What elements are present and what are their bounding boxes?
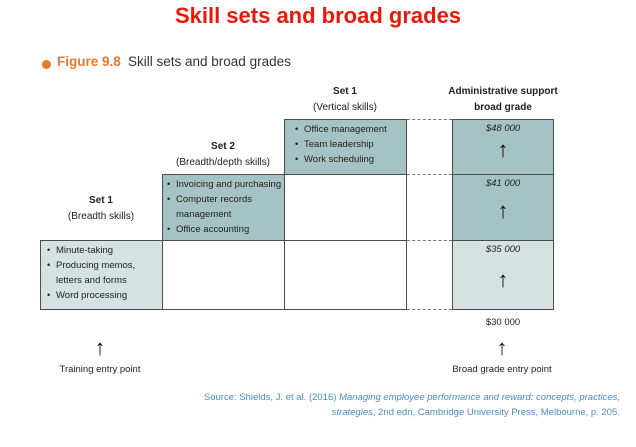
grade-amount: $48 000 xyxy=(485,123,521,134)
up-arrow-icon: ↑ xyxy=(496,335,508,360)
column-3-heading xyxy=(284,84,406,116)
column-2-title: Set 2 xyxy=(211,141,235,152)
column-3-subtitle: (Vertical skills) xyxy=(313,102,377,113)
skill-item: • Office accounting xyxy=(167,222,284,237)
grade-base-amount: $30 000 xyxy=(485,317,521,328)
skill-item: • Office management xyxy=(295,122,406,137)
column-2-skills-cell xyxy=(162,174,285,241)
column-1-skills-cell xyxy=(40,240,163,310)
grade-amount: $35 000 xyxy=(485,244,521,255)
skill-item: • Word processing xyxy=(47,288,162,303)
dashed-connector xyxy=(407,119,452,120)
column-2-skill-list xyxy=(163,175,284,237)
source-prefix: Source: Shields, J. et al. (2016) xyxy=(203,392,337,403)
figure-caption: Skill sets and broad grades xyxy=(128,54,291,69)
page-title: Skill sets and broad grades xyxy=(174,3,462,28)
column-3-skill-list xyxy=(285,120,406,167)
training-entry-label: Training entry point xyxy=(59,364,141,375)
figure-number: Figure 9.8 xyxy=(57,54,121,69)
dashed-connector xyxy=(407,309,452,310)
empty-cell xyxy=(284,240,407,310)
column-1-title: Set 1 xyxy=(89,195,113,206)
grade-heading xyxy=(438,84,568,116)
broad-grade-entry-label: Broad grade entry point xyxy=(452,364,552,375)
up-arrow-icon: ↑ xyxy=(497,198,509,223)
column-3-title: Set 1 xyxy=(333,86,357,97)
column-2-subtitle: (Breadth/depth skills) xyxy=(176,157,270,168)
dashed-connector xyxy=(407,174,452,175)
empty-cell xyxy=(284,174,407,241)
grade-amount: $41 000 xyxy=(485,178,521,189)
skill-item: • Team leadership xyxy=(295,137,406,152)
up-arrow-icon: ↑ xyxy=(497,267,509,292)
source-suffix: , 2nd edn, Cambridge University Press, Melbourne, p. 205. xyxy=(372,407,620,418)
skill-item: • Computer records management xyxy=(167,192,279,222)
grade-level-middle xyxy=(452,174,554,241)
skill-item: • Work scheduling xyxy=(295,152,406,167)
column-1-subtitle: (Breadth skills) xyxy=(67,211,135,222)
dashed-connector xyxy=(407,240,452,241)
source-citation xyxy=(180,390,620,420)
grade-level-top xyxy=(452,119,554,175)
skill-item: • Producing memos, letters and forms xyxy=(47,258,155,288)
source-title: Managing employee performance and reward: concepts, practices, strategies xyxy=(331,392,620,418)
grade-level-bottom xyxy=(452,240,554,310)
column-1-skill-list xyxy=(41,241,162,303)
figure-bullet-icon xyxy=(42,60,51,69)
skill-item: • Minute-taking xyxy=(47,243,162,258)
column-2-heading xyxy=(162,139,284,171)
column-1-heading xyxy=(40,193,162,225)
column-3-skills-cell xyxy=(284,119,407,175)
grade-subtitle: broad grade xyxy=(474,102,532,113)
up-arrow-icon: ↑ xyxy=(94,335,106,360)
empty-cell xyxy=(162,240,285,310)
skill-item: • Invoicing and purchasing xyxy=(167,177,284,192)
up-arrow-icon: ↑ xyxy=(497,137,509,162)
grade-title: Administrative support xyxy=(448,86,558,97)
